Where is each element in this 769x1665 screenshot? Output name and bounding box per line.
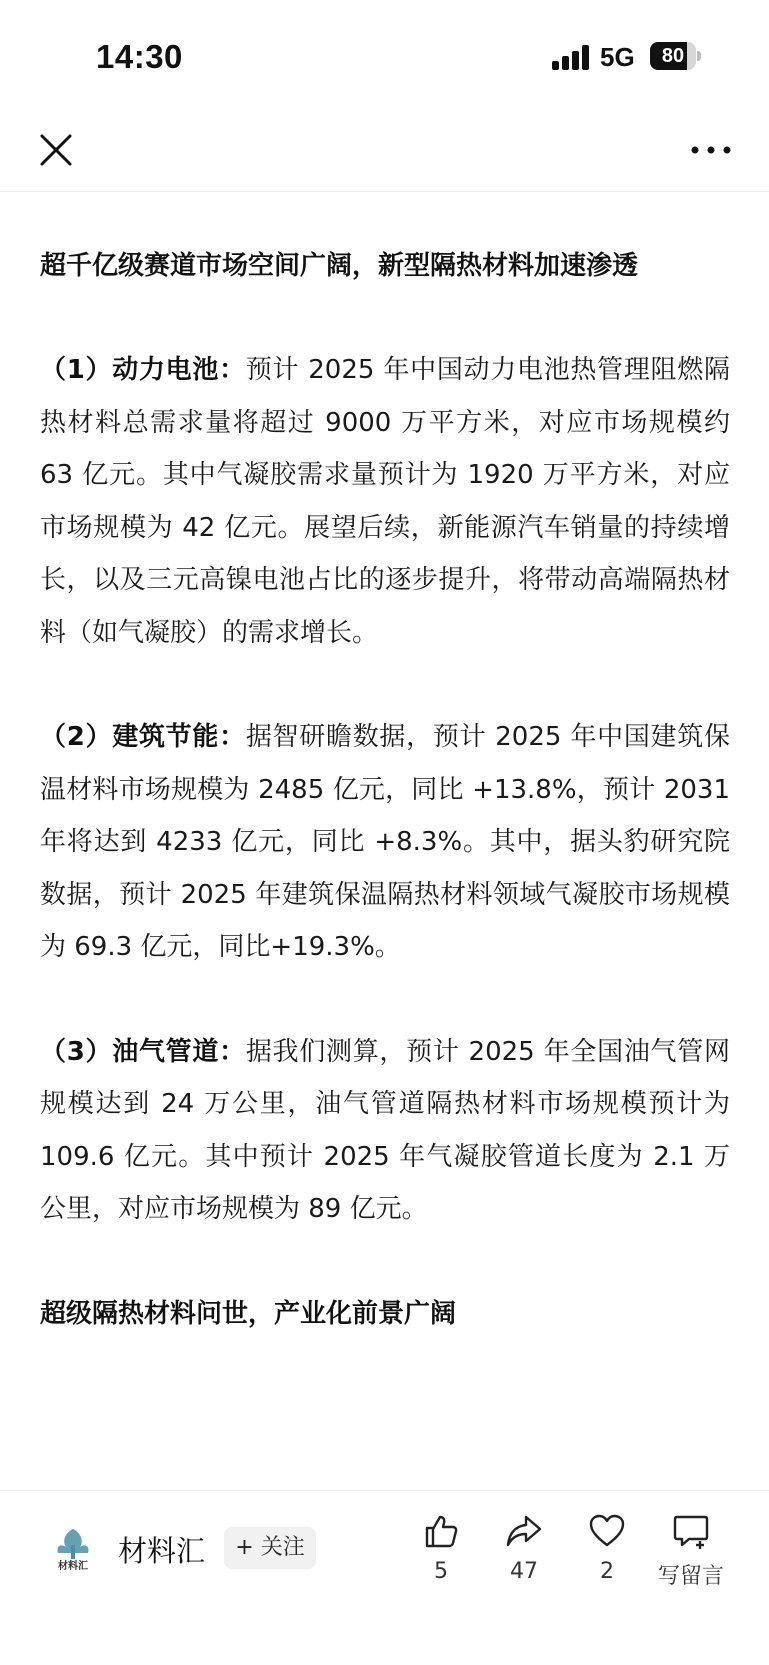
article-body: [40, 240, 730, 1340]
paragraph-text: 据我们测算，预计 2025 年全国油气管网规模达到 24 万公里，油气管道隔热材料市场规模预计为 109.6 亿元。其中预计 2025 年气凝胶管道长度为 2.1 万公里，对应市场规模为 89 亿元。: [40, 1036, 730, 1224]
like-button[interactable]: [401, 1511, 481, 1584]
heart-icon: [587, 1511, 627, 1551]
status-bar: [0, 0, 769, 110]
close-icon: [32, 126, 80, 174]
comment-label: 写留言: [657, 1564, 724, 1589]
paragraph-oil-gas-pipeline: [40, 1026, 730, 1236]
favorite-button[interactable]: [567, 1511, 647, 1584]
comment-button[interactable]: [651, 1511, 731, 1590]
battery-icon: [650, 42, 702, 70]
share-icon: [504, 1511, 544, 1551]
signal-icon: [552, 44, 592, 70]
paragraph-label: （1）动力电池：: [40, 355, 246, 385]
network-type: 5G: [600, 42, 635, 72]
section-heading: 超级隔热材料问世，产业化前景广阔: [40, 1298, 457, 1329]
section-heading: 超千亿级赛道市场空间广阔，新型隔热材料加速渗透: [40, 251, 639, 281]
logo-icon: [46, 1523, 100, 1577]
thumbs-up-icon: [421, 1511, 461, 1551]
nav-bar: [0, 110, 769, 192]
logo-text: 材料汇: [58, 1561, 88, 1572]
status-time: 14:30: [96, 38, 183, 75]
paragraph-label: （2）建筑节能：: [40, 722, 246, 752]
close-button[interactable]: [32, 126, 80, 174]
more-icon: [686, 128, 736, 172]
like-count: 5: [434, 1559, 448, 1584]
paragraph-building-energy: [40, 711, 730, 974]
paragraph-text: 预计 2025 年中国动力电池热管理阻燃隔热材料总需求量将超过 9000 万平方米，对应市场规模约 63 亿元。其中气凝胶需求量预计为 1920 万平方米，对应市场规模为 42 亿元。展望后续，新能源汽车销量的持续增长，以及三元高镍电池占比的逐步提升，将带动高端隔热材料（如气凝胶）的需求增长。: [40, 355, 730, 648]
share-button[interactable]: [484, 1511, 564, 1584]
bottom-action-bar: [0, 1490, 769, 1665]
author-name[interactable]: 材料汇: [118, 1534, 206, 1568]
favorite-count: 2: [600, 1559, 614, 1584]
more-button[interactable]: [686, 128, 736, 172]
author-avatar[interactable]: [46, 1523, 100, 1577]
comment-icon: [671, 1511, 711, 1551]
paragraph-text: 据智研瞻数据，预计 2025 年中国建筑保温材料市场规模为 2485 亿元，同比 +13.8%，预计 2031 年将达到 4233 亿元，同比 +8.3%。其中，据头豹研究院数据，预计 2025 年建筑保温隔热材料领域气凝胶市场规模为 69.3 亿元，同比+19.3%。: [40, 722, 730, 962]
follow-button[interactable]: + 关注: [224, 1527, 316, 1569]
paragraph-label: （3）油气管道：: [40, 1036, 246, 1067]
share-count: 47: [510, 1559, 538, 1584]
battery-level: 80: [661, 45, 685, 67]
paragraph-power-battery: [40, 344, 730, 659]
